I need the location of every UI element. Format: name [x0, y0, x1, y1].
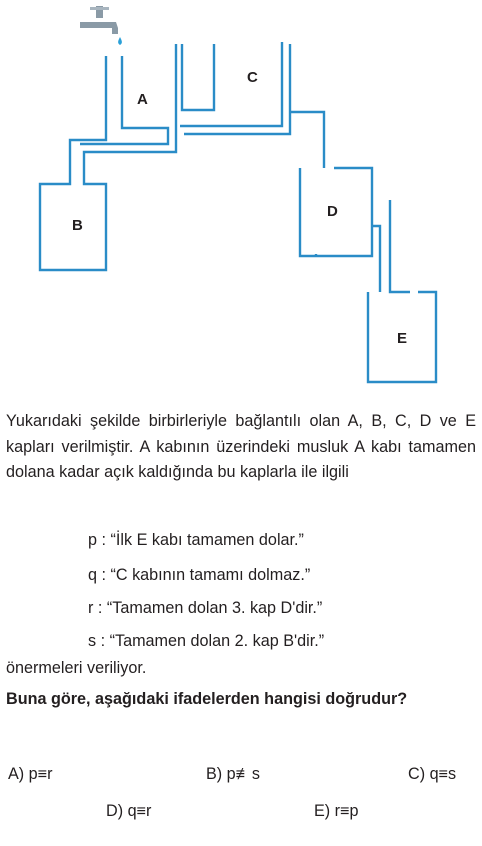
statement-q: q : “C kabının tamamı dolmaz.” [88, 566, 311, 584]
pipe-c-d [180, 42, 282, 126]
option-d[interactable]: D) q≡r [106, 802, 152, 820]
label-d: D [327, 203, 338, 220]
vessel-c [182, 44, 214, 110]
vessel-b-outer [40, 44, 176, 270]
pipe-c-d-inner [184, 44, 290, 134]
statement-s: s : “Tamamen dolan 2. kap B'dir.” [88, 632, 325, 650]
question-intro: Yukarıdaki şekilde birbirleriyle bağlantılı olan A, B, C, D ve E kapları verilmiştir. A kabının üzerindeki musluk A kabı tamamen dolana kadar açık kaldığında bu kaplarla ile ilgili [6, 412, 476, 481]
faucet-icon [80, 6, 118, 34]
label-a: A [137, 91, 148, 108]
label-b: B [72, 217, 83, 234]
option-e[interactable]: E) r≡p [314, 802, 359, 820]
statement-p: p : “İlk E kabı tamamen dolar.” [88, 531, 304, 549]
option-b[interactable]: B) p≢s [206, 765, 260, 783]
question-prompt: Buna göre, aşağıdaki ifadelerden hangisi doğrudur? [6, 690, 408, 708]
pipe-c-d-outer [290, 112, 324, 168]
question-outro: önermeleri veriliyor. [6, 659, 147, 677]
water-drop-icon [118, 37, 122, 45]
option-c[interactable]: C) q≡s [408, 765, 457, 783]
statement-r: r : “Tamamen dolan 3. kap D'dir.” [88, 599, 323, 617]
option-a[interactable]: A) p≡r [8, 765, 53, 783]
label-c: C [247, 69, 258, 86]
vessel-diagram [0, 0, 482, 400]
pipe-d-e-line [390, 200, 410, 292]
label-e: E [397, 330, 408, 347]
vessel-a-inner [80, 56, 168, 144]
